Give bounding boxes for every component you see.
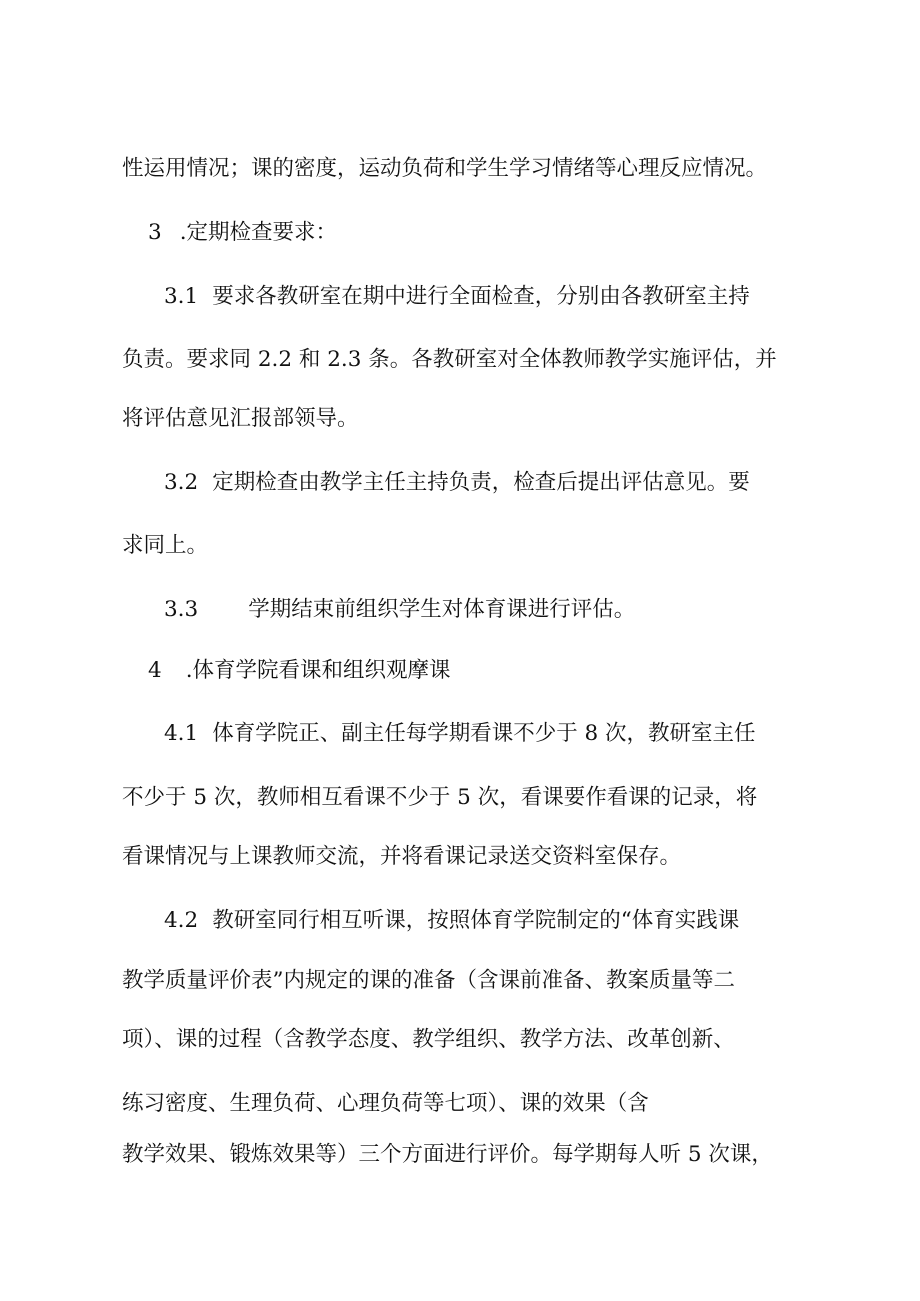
clause-number: 3.1 [164, 284, 199, 309]
clause-text: 要求各教研室在期中进行全面检查，分别由各教研室主持 [212, 284, 750, 309]
paragraph-line: 看课情况与上课教师交流，并将看课记录送交资料室保存。 [122, 844, 682, 869]
section-heading [148, 656, 451, 686]
clause-number: 4.1 [164, 721, 199, 746]
clause-line [164, 468, 750, 498]
clause-number: 3.3 [164, 597, 199, 622]
section-number: 3 [148, 220, 162, 245]
section-number: 4 [148, 658, 162, 683]
clause-text: 学期结束前组织学生对体育课进行评估。 [248, 597, 636, 622]
paragraph-line: 教学效果、锻炼效果等）三个方面进行评价。每学期每人听 5 次课， [122, 1142, 773, 1167]
paragraph-line: 不少于 5 次，教师相互看课不少于 5 次，看课要作看课的记录，将 [122, 785, 758, 810]
paragraph-line: 负责。要求同 2.2 和 2.3 条。各教研室对全体教师教学实施评估，并 [122, 347, 777, 372]
clause-line [164, 282, 750, 312]
paragraph-line: 教学质量评价表”内规定的课的准备（含课前准备、教案质量等二 [122, 968, 735, 993]
clause-line [164, 719, 756, 749]
clause-text: 定期检查由教学主任主持负责，检查后提出评估意见。要 [212, 470, 750, 495]
section-title: .体育学院看课和组织观摩课 [185, 658, 451, 683]
paragraph-line: 练习密度、生理负荷、心理负荷等七项）、课的效果（含 [122, 1091, 649, 1116]
clause-number: 3.2 [164, 470, 199, 495]
paragraph-line: 求同上。 [122, 533, 209, 558]
paragraph-line: 项）、课的过程（含教学态度、教学组织、教学方法、改革创新、 [122, 1027, 735, 1052]
paragraph-line: 性运用情况；课的密度，运动负荷和学生学习情绪等心理反应情况。 [122, 156, 768, 181]
section-title: .定期检查要求： [179, 220, 338, 245]
clause-number: 4.2 [164, 908, 199, 933]
clause-text: 教研室同行相互听课，按照体育学院制定的“体育实践课 [212, 908, 740, 933]
clause-line [164, 595, 635, 625]
clause-text: 体育学院正、副主任每学期看课不少于 8 次，教研室主任 [212, 721, 756, 746]
section-heading [148, 218, 337, 248]
clause-line [164, 906, 739, 936]
paragraph-line: 将评估意见汇报部领导。 [122, 406, 359, 431]
